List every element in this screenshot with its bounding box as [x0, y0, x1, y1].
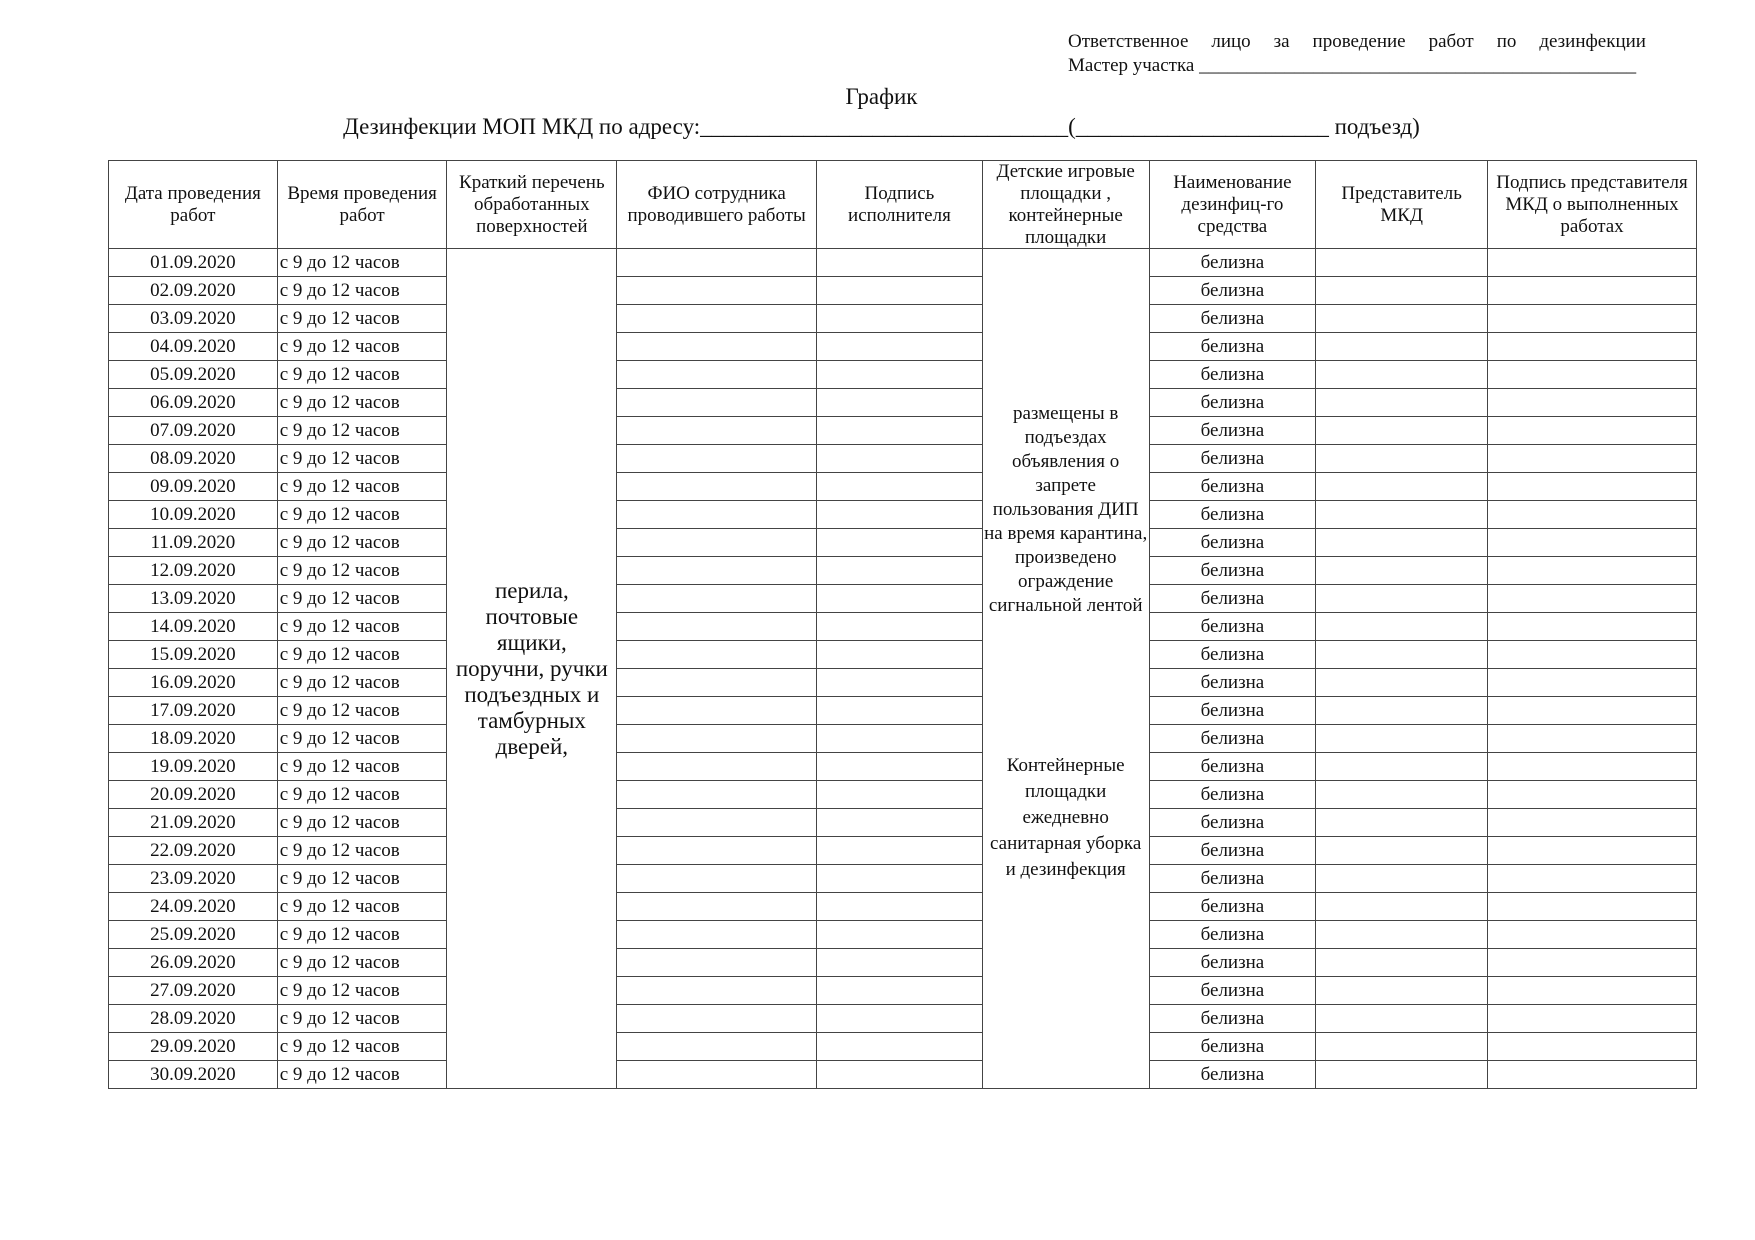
- table-row: [109, 417, 1697, 445]
- representative-signature-cell[interactable]: [1488, 473, 1697, 501]
- date-cell: 25.09.2020: [109, 921, 278, 949]
- table-row: [109, 725, 1697, 753]
- table-row: [109, 921, 1697, 949]
- mkd-representative-cell[interactable]: [1316, 557, 1488, 585]
- executor-signature-cell[interactable]: [817, 781, 983, 809]
- table-row: [109, 557, 1697, 585]
- table-row: [109, 753, 1697, 781]
- time-cell: с 9 до 12 часов: [277, 669, 447, 697]
- disinfectant-cell: белизна: [1149, 585, 1316, 613]
- time-cell: с 9 до 12 часов: [277, 1033, 447, 1061]
- executor-signature-cell[interactable]: [817, 837, 983, 865]
- disinfectant-cell: белизна: [1149, 865, 1316, 893]
- master-line: Мастер участка ______________________________________________: [1068, 55, 1637, 76]
- responsible-person-line: [1068, 30, 1646, 54]
- representative-signature-cell[interactable]: [1488, 753, 1697, 781]
- mkd-representative-cell[interactable]: [1316, 613, 1488, 641]
- mkd-representative-cell[interactable]: [1316, 893, 1488, 921]
- employee-name-cell[interactable]: [617, 781, 817, 809]
- executor-signature-cell[interactable]: [817, 613, 983, 641]
- representative-signature-cell[interactable]: [1488, 641, 1697, 669]
- date-cell: 28.09.2020: [109, 1005, 278, 1033]
- table-row: [109, 837, 1697, 865]
- representative-signature-cell[interactable]: [1488, 837, 1697, 865]
- header-time: Время проведения работ: [277, 161, 447, 249]
- executor-signature-cell[interactable]: [817, 641, 983, 669]
- time-cell: с 9 до 12 часов: [277, 725, 447, 753]
- date-cell: 27.09.2020: [109, 977, 278, 1005]
- disinfection-schedule-table: [108, 160, 1697, 1089]
- table-row: [109, 669, 1697, 697]
- date-cell: 30.09.2020: [109, 1061, 278, 1089]
- executor-signature-cell[interactable]: [817, 1033, 983, 1061]
- date-cell: 09.09.2020: [109, 473, 278, 501]
- table-row: [109, 389, 1697, 417]
- representative-signature-cell[interactable]: [1488, 249, 1697, 277]
- executor-signature-cell[interactable]: [817, 809, 983, 837]
- disinfectant-cell: белизна: [1149, 333, 1316, 361]
- time-cell: с 9 до 12 часов: [277, 1061, 447, 1089]
- employee-name-cell[interactable]: [617, 865, 817, 893]
- time-cell: с 9 до 12 часов: [277, 277, 447, 305]
- executor-signature-cell[interactable]: [817, 669, 983, 697]
- time-cell: с 9 до 12 часов: [277, 921, 447, 949]
- time-cell: с 9 до 12 часов: [277, 501, 447, 529]
- playgrounds-cell: [982, 249, 1149, 1089]
- date-cell: 20.09.2020: [109, 781, 278, 809]
- header-mkd-representative: Представитель МКД: [1316, 161, 1488, 249]
- container-sites-text: Контейнерные площадки ежедневно санитарная уборка и дезинфекция: [990, 755, 1142, 880]
- date-cell: 14.09.2020: [109, 613, 278, 641]
- disinfectant-cell: белизна: [1149, 781, 1316, 809]
- table-row: [109, 809, 1697, 837]
- disinfectant-cell: белизна: [1149, 669, 1316, 697]
- table-row: [109, 529, 1697, 557]
- table-row: [109, 1005, 1697, 1033]
- date-cell: 19.09.2020: [109, 753, 278, 781]
- time-cell: с 9 до 12 часов: [277, 333, 447, 361]
- representative-signature-cell[interactable]: [1488, 305, 1697, 333]
- playground-notice-text: размещены в подъездах объявления о запрете пользования ДИП на время карантина, произведено ограждение сигнальной лентой: [984, 403, 1148, 616]
- representative-signature-cell[interactable]: [1488, 809, 1697, 837]
- header-disinfectant: Наименование дезинфиц-го средства: [1149, 161, 1316, 249]
- employee-name-cell[interactable]: [617, 417, 817, 445]
- time-cell: с 9 до 12 часов: [277, 557, 447, 585]
- document-subtitle: Дезинфекции МОП МКД по адресу:________________________________(______________________ подъезд): [343, 114, 1420, 139]
- time-cell: с 9 до 12 часов: [277, 1005, 447, 1033]
- mkd-representative-cell[interactable]: [1316, 697, 1488, 725]
- representative-signature-cell[interactable]: [1488, 1033, 1697, 1061]
- employee-name-cell[interactable]: [617, 473, 817, 501]
- employee-name-cell[interactable]: [617, 893, 817, 921]
- responsible-word: лицо: [1211, 31, 1251, 52]
- mkd-representative-cell[interactable]: [1316, 473, 1488, 501]
- representative-signature-cell[interactable]: [1488, 445, 1697, 473]
- representative-signature-cell[interactable]: [1488, 669, 1697, 697]
- date-cell: 24.09.2020: [109, 893, 278, 921]
- time-cell: с 9 до 12 часов: [277, 949, 447, 977]
- disinfectant-cell: белизна: [1149, 613, 1316, 641]
- disinfectant-cell: белизна: [1149, 1033, 1316, 1061]
- date-cell: 21.09.2020: [109, 809, 278, 837]
- employee-name-cell[interactable]: [617, 697, 817, 725]
- disinfectant-cell: белизна: [1149, 529, 1316, 557]
- executor-signature-cell[interactable]: [817, 501, 983, 529]
- time-cell: с 9 до 12 часов: [277, 781, 447, 809]
- executor-signature-cell[interactable]: [817, 417, 983, 445]
- table-row: [109, 445, 1697, 473]
- time-cell: с 9 до 12 часов: [277, 249, 447, 277]
- table-row: [109, 613, 1697, 641]
- representative-signature-cell[interactable]: [1488, 697, 1697, 725]
- employee-name-cell[interactable]: [617, 1005, 817, 1033]
- date-cell: 07.09.2020: [109, 417, 278, 445]
- mkd-representative-cell[interactable]: [1316, 725, 1488, 753]
- executor-signature-cell[interactable]: [817, 949, 983, 977]
- representative-signature-cell[interactable]: [1488, 417, 1697, 445]
- disinfectant-cell: белизна: [1149, 893, 1316, 921]
- header-row: [109, 161, 1697, 249]
- representative-signature-cell[interactable]: [1488, 1005, 1697, 1033]
- table-row: [109, 865, 1697, 893]
- responsible-word: Ответственное: [1068, 31, 1189, 52]
- header-employee-name: ФИО сотрудника проводившего работы: [617, 161, 817, 249]
- header-surfaces: Краткий перечень обработанных поверхностей: [447, 161, 617, 249]
- mkd-representative-cell[interactable]: [1316, 445, 1488, 473]
- employee-name-cell[interactable]: [617, 529, 817, 557]
- mkd-representative-cell[interactable]: [1316, 753, 1488, 781]
- employee-name-cell[interactable]: [617, 249, 817, 277]
- mkd-representative-cell[interactable]: [1316, 977, 1488, 1005]
- table-row: [109, 697, 1697, 725]
- disinfectant-cell: белизна: [1149, 949, 1316, 977]
- table-row: [109, 949, 1697, 977]
- employee-name-cell[interactable]: [617, 949, 817, 977]
- date-cell: 16.09.2020: [109, 669, 278, 697]
- representative-signature-cell[interactable]: [1488, 389, 1697, 417]
- mkd-representative-cell[interactable]: [1316, 949, 1488, 977]
- representative-signature-cell[interactable]: [1488, 585, 1697, 613]
- executor-signature-cell[interactable]: [817, 277, 983, 305]
- representative-signature-cell[interactable]: [1488, 501, 1697, 529]
- table-row: [109, 249, 1697, 277]
- date-cell: 15.09.2020: [109, 641, 278, 669]
- executor-signature-cell[interactable]: [817, 529, 983, 557]
- mkd-representative-cell[interactable]: [1316, 305, 1488, 333]
- mkd-representative-cell[interactable]: [1316, 277, 1488, 305]
- disinfectant-cell: белизна: [1149, 445, 1316, 473]
- employee-name-cell[interactable]: [617, 921, 817, 949]
- representative-signature-cell[interactable]: [1488, 865, 1697, 893]
- mkd-representative-cell[interactable]: [1316, 361, 1488, 389]
- executor-signature-cell[interactable]: [817, 893, 983, 921]
- time-cell: с 9 до 12 часов: [277, 809, 447, 837]
- executor-signature-cell[interactable]: [817, 1005, 983, 1033]
- disinfectant-cell: белизна: [1149, 501, 1316, 529]
- representative-signature-cell[interactable]: [1488, 333, 1697, 361]
- time-cell: с 9 до 12 часов: [277, 389, 447, 417]
- header-representative-signature: Подпись представителя МКД о выполненных работах: [1488, 161, 1697, 249]
- time-cell: с 9 до 12 часов: [277, 473, 447, 501]
- responsible-word: дезинфекции: [1539, 31, 1646, 52]
- employee-name-cell[interactable]: [617, 305, 817, 333]
- employee-name-cell[interactable]: [617, 641, 817, 669]
- date-cell: 17.09.2020: [109, 697, 278, 725]
- time-cell: с 9 до 12 часов: [277, 977, 447, 1005]
- disinfectant-cell: белизна: [1149, 977, 1316, 1005]
- representative-signature-cell[interactable]: [1488, 361, 1697, 389]
- date-cell: 10.09.2020: [109, 501, 278, 529]
- date-cell: 13.09.2020: [109, 585, 278, 613]
- mkd-representative-cell[interactable]: [1316, 389, 1488, 417]
- executor-signature-cell[interactable]: [817, 865, 983, 893]
- executor-signature-cell[interactable]: [817, 361, 983, 389]
- time-cell: с 9 до 12 часов: [277, 697, 447, 725]
- table-row: [109, 1033, 1697, 1061]
- responsible-word: работ: [1428, 31, 1474, 52]
- responsible-word: по: [1496, 31, 1517, 52]
- disinfectant-cell: белизна: [1149, 557, 1316, 585]
- employee-name-cell[interactable]: [617, 753, 817, 781]
- mkd-representative-cell[interactable]: [1316, 669, 1488, 697]
- representative-signature-cell[interactable]: [1488, 529, 1697, 557]
- executor-signature-cell[interactable]: [817, 473, 983, 501]
- mkd-representative-cell[interactable]: [1316, 501, 1488, 529]
- document-title: График: [845, 84, 918, 109]
- date-cell: 18.09.2020: [109, 725, 278, 753]
- representative-signature-cell[interactable]: [1488, 781, 1697, 809]
- disinfectant-cell: белизна: [1149, 249, 1316, 277]
- time-cell: с 9 до 12 часов: [277, 529, 447, 557]
- representative-signature-cell[interactable]: [1488, 1061, 1697, 1089]
- representative-signature-cell[interactable]: [1488, 949, 1697, 977]
- representative-signature-cell[interactable]: [1488, 977, 1697, 1005]
- mkd-representative-cell[interactable]: [1316, 333, 1488, 361]
- mkd-representative-cell[interactable]: [1316, 837, 1488, 865]
- responsible-word: за: [1273, 31, 1290, 52]
- employee-name-cell[interactable]: [617, 333, 817, 361]
- employee-name-cell[interactable]: [617, 501, 817, 529]
- header-executor-signature: Подпись исполнителя: [817, 161, 983, 249]
- disinfectant-cell: белизна: [1149, 753, 1316, 781]
- date-cell: 08.09.2020: [109, 445, 278, 473]
- employee-name-cell[interactable]: [617, 809, 817, 837]
- table-row: [109, 641, 1697, 669]
- representative-signature-cell[interactable]: [1488, 921, 1697, 949]
- mkd-representative-cell[interactable]: [1316, 1005, 1488, 1033]
- representative-signature-cell[interactable]: [1488, 725, 1697, 753]
- date-cell: 11.09.2020: [109, 529, 278, 557]
- representative-signature-cell[interactable]: [1488, 613, 1697, 641]
- executor-signature-cell[interactable]: [817, 557, 983, 585]
- mkd-representative-cell[interactable]: [1316, 641, 1488, 669]
- disinfectant-cell: белизна: [1149, 641, 1316, 669]
- table-row: [109, 501, 1697, 529]
- executor-signature-cell[interactable]: [817, 697, 983, 725]
- time-cell: с 9 до 12 часов: [277, 361, 447, 389]
- employee-name-cell[interactable]: [617, 277, 817, 305]
- date-cell: 02.09.2020: [109, 277, 278, 305]
- executor-signature-cell[interactable]: [817, 921, 983, 949]
- time-cell: с 9 до 12 часов: [277, 641, 447, 669]
- disinfectant-cell: белизна: [1149, 417, 1316, 445]
- disinfectant-cell: белизна: [1149, 361, 1316, 389]
- responsible-word: проведение: [1312, 31, 1406, 52]
- date-cell: 03.09.2020: [109, 305, 278, 333]
- time-cell: с 9 до 12 часов: [277, 613, 447, 641]
- employee-name-cell[interactable]: [617, 445, 817, 473]
- table-row: [109, 361, 1697, 389]
- time-cell: с 9 до 12 часов: [277, 865, 447, 893]
- date-cell: 29.09.2020: [109, 1033, 278, 1061]
- employee-name-cell[interactable]: [617, 389, 817, 417]
- time-cell: с 9 до 12 часов: [277, 585, 447, 613]
- responsible-person-block: [1068, 30, 1646, 78]
- disinfectant-cell: белизна: [1149, 697, 1316, 725]
- date-cell: 12.09.2020: [109, 557, 278, 585]
- executor-signature-cell[interactable]: [817, 445, 983, 473]
- mkd-representative-cell[interactable]: [1316, 417, 1488, 445]
- surfaces-cell: перила, почтовые ящики, поручни, ручки подъездных и тамбурных дверей,: [447, 249, 617, 1089]
- table-row: [109, 277, 1697, 305]
- table-row: [109, 305, 1697, 333]
- table-row: [109, 893, 1697, 921]
- disinfectant-cell: белизна: [1149, 389, 1316, 417]
- header-playgrounds: Детские игровые площадки , контейнерные площадки: [982, 161, 1149, 249]
- table-row: [109, 473, 1697, 501]
- header-date: Дата проведения работ: [109, 161, 278, 249]
- executor-signature-cell[interactable]: [817, 389, 983, 417]
- table-row: [109, 585, 1697, 613]
- table-row: [109, 1061, 1697, 1089]
- date-cell: 06.09.2020: [109, 389, 278, 417]
- mkd-representative-cell[interactable]: [1316, 1061, 1488, 1089]
- date-cell: 01.09.2020: [109, 249, 278, 277]
- mkd-representative-cell[interactable]: [1316, 809, 1488, 837]
- representative-signature-cell[interactable]: [1488, 557, 1697, 585]
- executor-signature-cell[interactable]: [817, 753, 983, 781]
- employee-name-cell[interactable]: [617, 1033, 817, 1061]
- date-cell: 26.09.2020: [109, 949, 278, 977]
- disinfectant-cell: белизна: [1149, 1005, 1316, 1033]
- employee-name-cell[interactable]: [617, 613, 817, 641]
- employee-name-cell[interactable]: [617, 361, 817, 389]
- executor-signature-cell[interactable]: [817, 1061, 983, 1089]
- mkd-representative-cell[interactable]: [1316, 921, 1488, 949]
- mkd-representative-cell[interactable]: [1316, 1033, 1488, 1061]
- time-cell: с 9 до 12 часов: [277, 837, 447, 865]
- mkd-representative-cell[interactable]: [1316, 529, 1488, 557]
- representative-signature-cell[interactable]: [1488, 893, 1697, 921]
- disinfectant-cell: белизна: [1149, 837, 1316, 865]
- employee-name-cell[interactable]: [617, 557, 817, 585]
- time-cell: с 9 до 12 часов: [277, 417, 447, 445]
- executor-signature-cell[interactable]: [817, 725, 983, 753]
- date-cell: 05.09.2020: [109, 361, 278, 389]
- disinfectant-cell: белизна: [1149, 809, 1316, 837]
- mkd-representative-cell[interactable]: [1316, 585, 1488, 613]
- employee-name-cell[interactable]: [617, 977, 817, 1005]
- mkd-representative-cell[interactable]: [1316, 781, 1488, 809]
- date-cell: 22.09.2020: [109, 837, 278, 865]
- executor-signature-cell[interactable]: [817, 305, 983, 333]
- disinfectant-cell: белизна: [1149, 725, 1316, 753]
- date-cell: 23.09.2020: [109, 865, 278, 893]
- disinfectant-cell: белизна: [1149, 305, 1316, 333]
- employee-name-cell[interactable]: [617, 725, 817, 753]
- mkd-representative-cell[interactable]: [1316, 865, 1488, 893]
- disinfectant-cell: белизна: [1149, 1061, 1316, 1089]
- date-cell: 04.09.2020: [109, 333, 278, 361]
- mkd-representative-cell[interactable]: [1316, 249, 1488, 277]
- executor-signature-cell[interactable]: [817, 249, 983, 277]
- time-cell: с 9 до 12 часов: [277, 445, 447, 473]
- disinfectant-cell: белизна: [1149, 277, 1316, 305]
- employee-name-cell[interactable]: [617, 837, 817, 865]
- time-cell: с 9 до 12 часов: [277, 305, 447, 333]
- executor-signature-cell[interactable]: [817, 977, 983, 1005]
- employee-name-cell[interactable]: [617, 1061, 817, 1089]
- executor-signature-cell[interactable]: [817, 333, 983, 361]
- time-cell: с 9 до 12 часов: [277, 753, 447, 781]
- representative-signature-cell[interactable]: [1488, 277, 1697, 305]
- disinfectant-cell: белизна: [1149, 473, 1316, 501]
- executor-signature-cell[interactable]: [817, 585, 983, 613]
- table-row: [109, 781, 1697, 809]
- employee-name-cell[interactable]: [617, 669, 817, 697]
- table-row: [109, 333, 1697, 361]
- table-row: [109, 977, 1697, 1005]
- time-cell: с 9 до 12 часов: [277, 893, 447, 921]
- disinfectant-cell: белизна: [1149, 921, 1316, 949]
- employee-name-cell[interactable]: [617, 585, 817, 613]
